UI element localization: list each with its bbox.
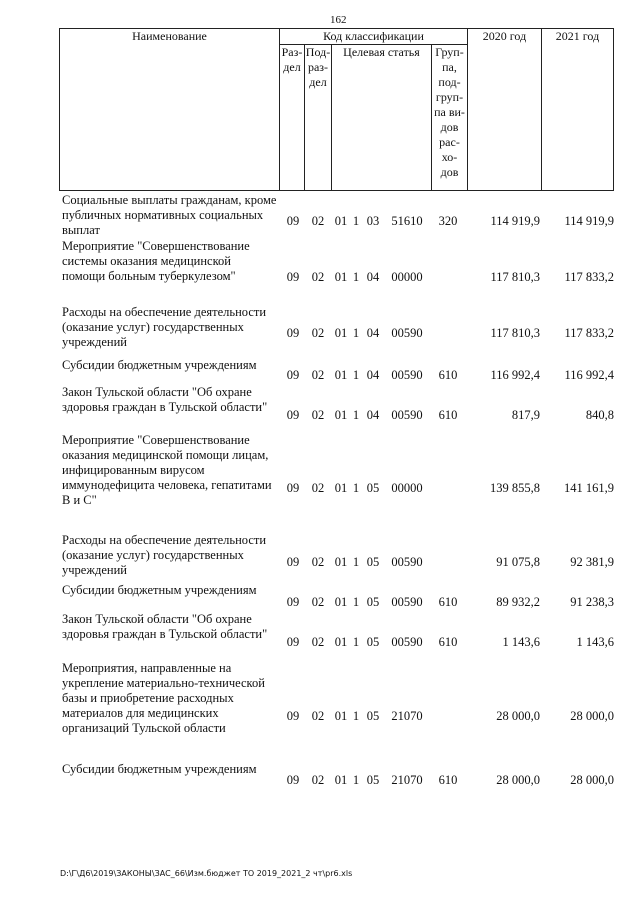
cell-pr: 02 [311, 368, 325, 382]
page-number: 162 [330, 14, 347, 26]
header-group: Груп- па, под- груп- па ви- дов рас- хо- дов [432, 45, 468, 191]
cell-t3: 04 [366, 408, 380, 422]
cell-y2021: 840,8 [585, 408, 614, 422]
row-name: Расходы на обеспечение деятельности (оказание услуг) государственных учреждений [62, 533, 267, 577]
row-name: Субсидии бюджетным учреждениям [62, 358, 257, 372]
header-code: Код классификации [280, 29, 468, 45]
cell-gr: 320 [438, 214, 458, 228]
row-name: Мероприятие "Совершенствование оказания медицинской помощи лицам, инфицированным вирусом иммунодефицита человека, гепатитами В и С" [62, 433, 272, 507]
cell-y2020: 91 075,8 [496, 555, 540, 569]
cell-pr: 02 [311, 635, 325, 649]
cell-t1: 01 [334, 555, 348, 569]
cell-t4: 00590 [391, 408, 423, 422]
cell-y2021: 114 919,9 [564, 214, 614, 228]
cell-t2: 1 [352, 595, 360, 609]
cell-t2: 1 [352, 709, 360, 723]
cell-y2020: 89 932,2 [496, 595, 540, 609]
cell-t1: 01 [334, 481, 348, 495]
cell-y2021: 117 833,2 [564, 270, 614, 284]
cell-t2: 1 [352, 773, 360, 787]
row-name: Закон Тульской области "Об охране здоровья граждан в Тульской области" [62, 385, 268, 414]
cell-pr: 02 [311, 709, 325, 723]
cell-rz: 09 [286, 326, 300, 340]
cell-gr: 610 [438, 635, 458, 649]
cell-t4: 00000 [391, 270, 423, 284]
table-header [59, 28, 614, 191]
cell-gr: 610 [438, 408, 458, 422]
cell-rz: 09 [286, 214, 300, 228]
cell-t4: 00590 [391, 595, 423, 609]
cell-pr: 02 [311, 481, 325, 495]
cell-y2020: 114 919,9 [490, 214, 540, 228]
cell-y2021: 117 833,2 [564, 326, 614, 340]
row-name: Субсидии бюджетным учреждениям [62, 583, 257, 597]
header-razdel: Раз- дел [280, 45, 305, 191]
cell-t1: 01 [334, 326, 348, 340]
cell-t3: 05 [366, 595, 380, 609]
cell-rz: 09 [286, 635, 300, 649]
cell-t3: 03 [366, 214, 380, 228]
cell-t1: 01 [334, 773, 348, 787]
header-target: Целевая статья [332, 45, 432, 191]
cell-y2020: 28 000,0 [496, 773, 540, 787]
cell-y2020: 117 810,3 [490, 270, 540, 284]
row-name: Мероприятия, направленные на укрепление материально-технической базы и приобретение расходных материалов для медицинских организаций Тульской области [62, 661, 265, 735]
cell-rz: 09 [286, 595, 300, 609]
cell-rz: 09 [286, 270, 300, 284]
cell-t4: 51610 [391, 214, 423, 228]
cell-t3: 05 [366, 635, 380, 649]
cell-t2: 1 [352, 635, 360, 649]
cell-y2021: 116 992,4 [564, 368, 614, 382]
cell-t1: 01 [334, 270, 348, 284]
file-path: D:\Г\Д6\2019\ЗАКОНЫ\ЗАС_66\Изм.бюджет ТО 2019_2021_2 чт\pr6.xls [60, 869, 353, 878]
cell-y2020: 139 855,8 [490, 481, 540, 495]
row-name: Мероприятие "Совершенствование системы оказания медицинской помощи больным туберкулезом" [62, 239, 250, 283]
cell-y2021: 92 381,9 [570, 555, 614, 569]
cell-y2020: 1 143,6 [502, 635, 540, 649]
cell-t3: 05 [366, 709, 380, 723]
row-name: Социальные выплаты гражданам, кроме публичных нормативных социальных выплат [62, 193, 277, 237]
cell-t1: 01 [334, 635, 348, 649]
cell-gr: 610 [438, 595, 458, 609]
cell-rz: 09 [286, 555, 300, 569]
cell-t4: 00590 [391, 635, 423, 649]
cell-t2: 1 [352, 214, 360, 228]
header-2020: 2020 год [468, 29, 542, 191]
cell-t1: 01 [334, 595, 348, 609]
cell-t4: 00590 [391, 326, 423, 340]
cell-pr: 02 [311, 773, 325, 787]
cell-rz: 09 [286, 408, 300, 422]
cell-t2: 1 [352, 270, 360, 284]
cell-t4: 00590 [391, 368, 423, 382]
cell-gr: 610 [438, 368, 458, 382]
cell-pr: 02 [311, 555, 325, 569]
row-name: Субсидии бюджетным учреждениям [62, 762, 257, 776]
cell-y2021: 1 143,6 [576, 635, 614, 649]
cell-t2: 1 [352, 326, 360, 340]
header-podrazdel: Под- раз- дел [305, 45, 332, 191]
cell-gr: 610 [438, 773, 458, 787]
cell-t2: 1 [352, 481, 360, 495]
cell-y2021: 141 161,9 [564, 481, 614, 495]
cell-rz: 09 [286, 368, 300, 382]
cell-t1: 01 [334, 214, 348, 228]
cell-y2020: 28 000,0 [496, 709, 540, 723]
cell-t3: 05 [366, 773, 380, 787]
cell-y2021: 28 000,0 [570, 773, 614, 787]
cell-t2: 1 [352, 408, 360, 422]
cell-t2: 1 [352, 555, 360, 569]
cell-y2021: 91 238,3 [570, 595, 614, 609]
cell-t4: 00590 [391, 555, 423, 569]
cell-rz: 09 [286, 481, 300, 495]
cell-pr: 02 [311, 270, 325, 284]
cell-t4: 21070 [391, 773, 423, 787]
header-name: Наименование [60, 29, 280, 191]
cell-rz: 09 [286, 773, 300, 787]
cell-t2: 1 [352, 368, 360, 382]
cell-t1: 01 [334, 709, 348, 723]
cell-t3: 04 [366, 368, 380, 382]
cell-pr: 02 [311, 326, 325, 340]
cell-y2020: 117 810,3 [490, 326, 540, 340]
row-name: Расходы на обеспечение деятельности (оказание услуг) государственных учреждений [62, 305, 267, 349]
cell-rz: 09 [286, 709, 300, 723]
cell-pr: 02 [311, 214, 325, 228]
row-name: Закон Тульской области "Об охране здоровья граждан в Тульской области" [62, 612, 268, 641]
cell-y2020: 817,9 [511, 408, 540, 422]
header-2021: 2021 год [542, 29, 614, 191]
cell-t4: 00000 [391, 481, 423, 495]
cell-t3: 04 [366, 270, 380, 284]
cell-t1: 01 [334, 408, 348, 422]
cell-y2021: 28 000,0 [570, 709, 614, 723]
cell-t1: 01 [334, 368, 348, 382]
cell-t3: 05 [366, 481, 380, 495]
cell-t4: 21070 [391, 709, 423, 723]
cell-pr: 02 [311, 595, 325, 609]
cell-pr: 02 [311, 408, 325, 422]
cell-t3: 05 [366, 555, 380, 569]
cell-y2020: 116 992,4 [490, 368, 540, 382]
cell-t3: 04 [366, 326, 380, 340]
